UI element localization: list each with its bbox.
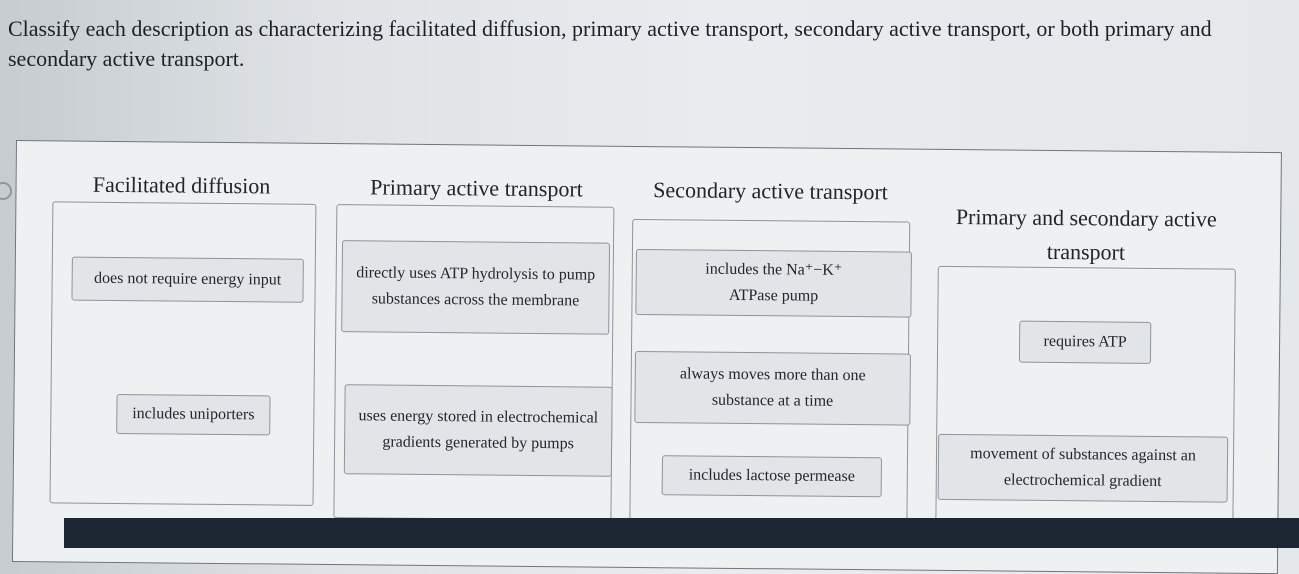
classification-frame — [12, 140, 1282, 574]
card-na-k-atpase[interactable]: includes the Na⁺−K⁺ ATPase pump — [635, 249, 912, 318]
card-does-not-require-energy[interactable]: does not require energy input — [71, 257, 303, 303]
column-title-facilitated-diffusion: Facilitated diffusion — [92, 171, 271, 199]
card-lactose-permease[interactable]: includes lactose permease — [662, 455, 882, 497]
drop-zone-facilitated-diffusion[interactable] — [50, 201, 317, 506]
card-requires-atp[interactable]: requires ATP — [1019, 321, 1151, 364]
card-includes-uniporters[interactable]: includes uniporters — [116, 394, 270, 435]
side-tab-icon — [0, 182, 12, 200]
column-title-secondary-active: Secondary active transport — [653, 177, 888, 205]
card-movement-against-gradient[interactable]: movement of substances against an electrochemical gradient — [938, 434, 1229, 503]
card-uses-energy-stored[interactable]: uses energy stored in electrochemical gradients generated by pumps — [344, 384, 613, 477]
card-always-moves-more[interactable]: always moves more than one substance at a time — [634, 351, 911, 426]
bottom-toolbar — [64, 518, 1299, 548]
question-prompt: Classify each description as characterizing facilitated diffusion, primary active transport, secondary active transport, or both primary and secondary active transport. — [8, 16, 1212, 71]
column-title-primary-active: Primary active transport — [370, 174, 583, 202]
column-title-primary-and-secondary: Primary and secondary active transport — [955, 204, 1217, 265]
card-directly-uses-atp[interactable]: directly uses ATP hydrolysis to pump substances across the membrane — [341, 240, 610, 335]
